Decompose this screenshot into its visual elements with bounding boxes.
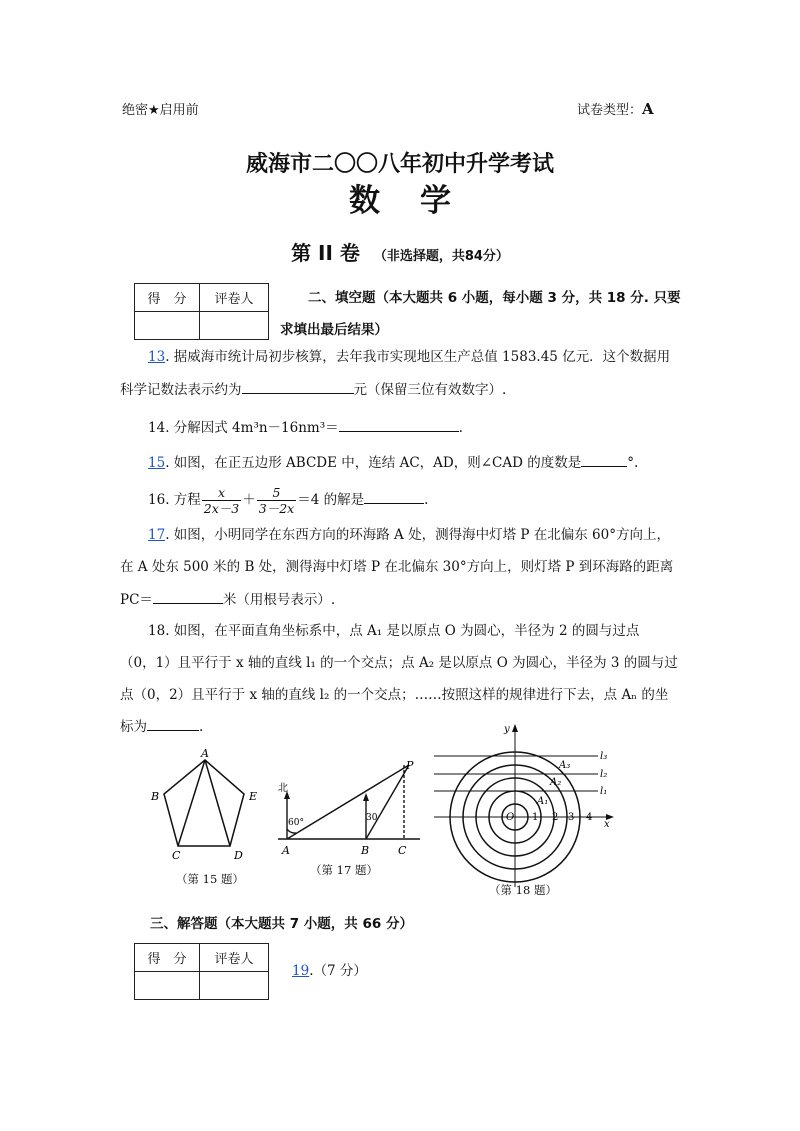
question-18-line4 <box>120 717 203 736</box>
label-a: A <box>282 844 290 857</box>
plus-sign: ＋ <box>242 492 256 508</box>
label-e: E <box>249 790 258 803</box>
x-axis-label: x <box>604 819 610 830</box>
y-axis-arrow <box>512 724 518 732</box>
question-18-text1: . 如图，在平面直角坐标系中，点 A₁ 是以原点 O 为圆心，半径为 2 的圆与过点 <box>165 623 640 639</box>
tick-2: 2 <box>552 812 559 823</box>
tick-3: 3 <box>568 812 575 823</box>
question-13-line1 <box>148 348 670 366</box>
figure-17-caption: （第 17 题） <box>310 863 378 877</box>
question-16-end: . <box>424 492 429 508</box>
question-16-pre: . 方程 <box>165 492 201 508</box>
figure-18-caption: （第 18 题） <box>489 883 557 897</box>
answer-blank-17[interactable] <box>153 590 223 604</box>
answer-blank-14[interactable] <box>339 418 459 432</box>
score-header: 得 分 <box>135 284 200 312</box>
score-cell[interactable] <box>135 312 200 340</box>
volume-note: （非选择题，共84分） <box>373 249 509 264</box>
pentagon-outline <box>164 760 244 846</box>
question-18-line2: （0，1）且平行于 x 轴的直线 l₁ 的一个交点；点 A₂ 是以原点 O 为圆心，半径为 3 的圆与过 <box>120 655 678 671</box>
angle-60-label: 60° <box>288 818 304 828</box>
label-d: D <box>234 849 243 862</box>
question-19 <box>292 962 367 980</box>
north-label: 北 <box>278 783 288 794</box>
question-17-line1 <box>148 526 670 544</box>
question-13-line2 <box>120 380 506 399</box>
section2-heading-1: 二、填空题（本大题共 6 小题，每小题 3 分，共 18 分. 只要 <box>308 290 681 306</box>
angle-30-label: 30 <box>366 813 378 823</box>
question-17-text3b: 米（用根号表示）. <box>222 592 336 608</box>
score-table-2 <box>134 943 269 1000</box>
figure-15-caption: （第 15 题） <box>176 872 244 886</box>
l1-label: l₁ <box>600 786 608 797</box>
angle-arc-a <box>287 829 296 833</box>
question-15 <box>148 453 638 472</box>
answer-blank-15[interactable] <box>581 453 627 467</box>
a1-label: A₁ <box>537 796 549 807</box>
a2-label: A₂ <box>550 777 562 788</box>
question-14-text: . 分解因式 4m³n－16nm³＝ <box>165 420 339 436</box>
volume-label: 第 II 卷 <box>291 241 360 265</box>
figure-18-circles <box>430 722 620 892</box>
label-p: P <box>406 759 414 772</box>
tick-4: 4 <box>586 812 593 823</box>
segment-ac <box>178 760 205 846</box>
l3-label: l₃ <box>600 751 608 762</box>
answer-blank-16[interactable] <box>364 490 424 504</box>
label-b: B <box>151 790 160 803</box>
question-16-eq: ＝4 的解是 <box>297 492 365 508</box>
score-cell[interactable] <box>135 972 200 1000</box>
answer-blank-18[interactable] <box>147 717 199 731</box>
fraction-2-numerator: 5 <box>257 485 296 501</box>
grader-header: 评卷人 <box>200 284 269 312</box>
paper-type-label: 试卷类型： <box>577 103 643 118</box>
question-17-text1: . 如图，小明同学在东西方向的环海路 A 处，测得海中灯塔 P 在北偏东 60°方向上， <box>165 527 670 543</box>
question-13-text: . 据威海市统计局初步核算，去年我市实现地区生产总值 1583.45 亿元．这个数据用 <box>165 349 671 365</box>
question-15-end: °. <box>627 455 639 471</box>
subject-title: 数学 <box>349 183 491 219</box>
label-a: A <box>201 748 209 760</box>
question-14-end: . <box>458 420 463 436</box>
answer-blank-13[interactable] <box>242 380 354 394</box>
question-17-line2: 在 A 处东 500 米的 B 处，测得海中灯塔 P 在北偏东 30°方向上，则灯塔 P 到环海路的距离 <box>120 559 674 575</box>
label-c: C <box>172 849 181 862</box>
question-16-number: 16 <box>148 492 166 508</box>
question-13-link[interactable]: 13 <box>148 349 166 365</box>
arrowhead-b <box>363 793 369 801</box>
fraction-2-denominator: 3－2x <box>258 501 295 516</box>
question-19-text: .（7 分） <box>309 963 367 979</box>
question-18-line3: 点（0，2）且平行于 x 轴的直线 l₂ 的一个交点；……按照这样的规律进行下去，点 Aₙ 的坐 <box>120 687 669 703</box>
score-header: 得 分 <box>135 944 200 972</box>
fraction-1 <box>202 485 241 516</box>
question-19-link[interactable]: 19 <box>292 963 310 979</box>
question-13-text2: 科学记数法表示约为 <box>120 382 242 398</box>
section3-heading: 三、解答题（本大题共 7 小题，共 66 分） <box>150 916 413 932</box>
question-17-link[interactable]: 17 <box>148 527 166 543</box>
origin-label: O <box>506 812 515 823</box>
question-17-text3a: PC＝ <box>120 592 153 608</box>
grader-cell[interactable] <box>200 312 269 340</box>
question-16 <box>148 481 428 519</box>
y-axis-label: y <box>504 724 510 735</box>
question-13-text3: 元（保留三位有效数字）. <box>353 382 507 398</box>
paper-type <box>577 99 654 118</box>
grader-header: 评卷人 <box>200 944 269 972</box>
question-18-number: 18 <box>148 623 166 639</box>
grader-cell[interactable] <box>200 972 269 1000</box>
score-table-1 <box>134 283 269 340</box>
exam-title: 威海市二〇〇八年初中升学考试 <box>245 152 554 177</box>
question-18-text4a: 标为 <box>120 719 147 735</box>
fraction-2 <box>257 485 296 516</box>
volume-title <box>0 237 800 266</box>
fraction-1-denominator: 2x－3 <box>203 501 240 516</box>
question-18-line1 <box>148 622 639 640</box>
segment-ad <box>205 760 230 846</box>
fraction-1-numerator: x <box>202 485 241 501</box>
line-ap <box>287 765 409 839</box>
tick-1: 1 <box>532 812 539 823</box>
figure-15-pentagon <box>148 748 273 863</box>
a3-label: A₃ <box>559 760 571 771</box>
line-bp <box>366 765 409 839</box>
question-15-text: . 如图，在正五边形 ABCDE 中，连结 AC，AD，则∠CAD 的度数是 <box>165 455 582 471</box>
question-15-link[interactable]: 15 <box>148 455 166 471</box>
confidential-label: 绝密★启用前 <box>122 103 199 118</box>
question-18-text4b: . <box>199 719 204 735</box>
label-b: B <box>361 844 370 857</box>
label-c: C <box>398 844 407 857</box>
question-17-line3 <box>120 590 335 609</box>
figure-17-bearing <box>270 755 430 860</box>
l2-label: l₂ <box>600 769 608 780</box>
section2-heading-2: 求填出最后结果） <box>280 322 388 338</box>
paper-type-value: A <box>642 100 654 118</box>
question-14-number: 14 <box>148 420 166 436</box>
question-14 <box>148 418 463 437</box>
